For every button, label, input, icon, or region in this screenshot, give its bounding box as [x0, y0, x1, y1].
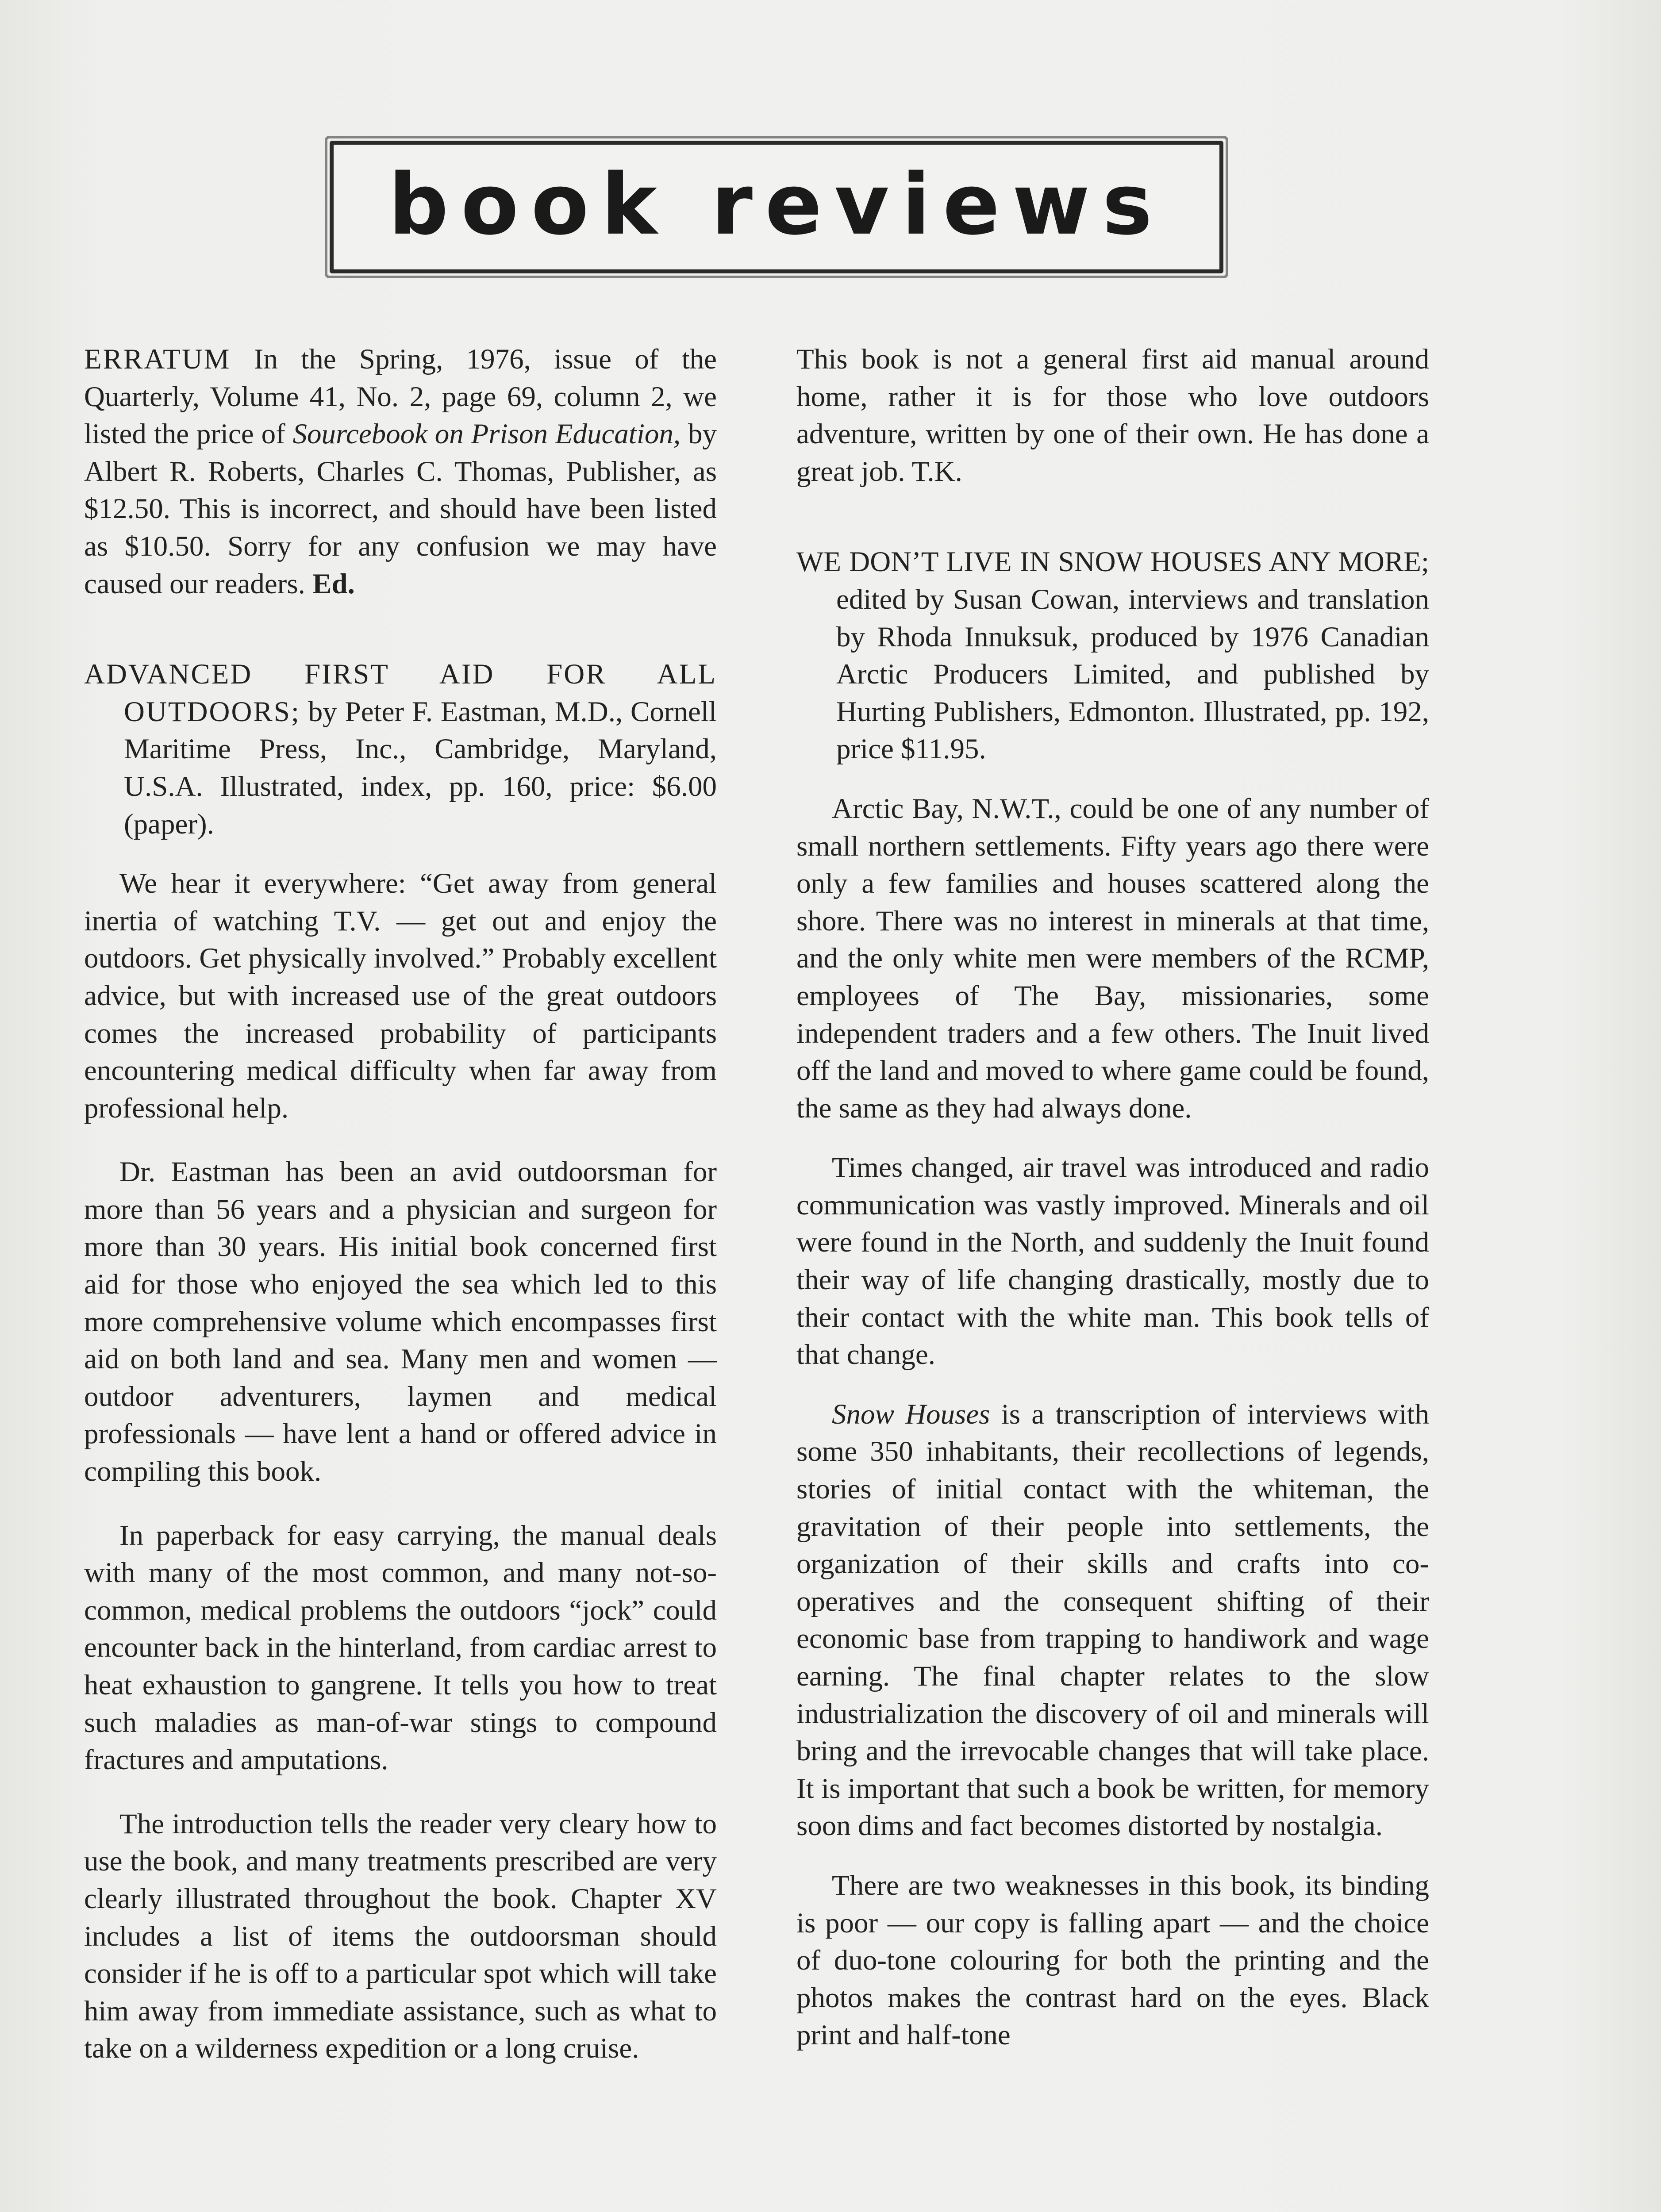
erratum-signoff: Ed. [312, 568, 355, 600]
first-aid-paragraph-1: We hear it everywhere: “Get away from general inertia of watching T.V. — get out and enjoy the outdoors. Get physically involved.” Probably excellent advice, but with increased use of the great outdoors comes the increased probability of participants encountering medical difficulty when far away from professional help. [84, 868, 717, 1124]
section-title-box [330, 141, 1223, 273]
first-aid-paragraph-4: The introduction tells the reader very cleary how to use the book, and many treatments prescribed are very clearly illustrated throughout the book. Chapter XV includes a list of items the outdoorsman should consider if he is off to a particular spot which will take him away from immediate assistance, such as what to take on a wilderness expedition or a long cruise. [84, 1808, 717, 2065]
review-title-snow-houses: WE DON’T LIVE IN SNOW HOUSES ANY MORE; [796, 546, 1429, 578]
section-title: book reviews [388, 156, 1165, 253]
review-details-snow-houses: edited by Susan Cowan, interviews and translation by Rhoda Innuksuk, produced by 1976 Canadian Arctic Producers Limited, and published by Hurting Publishers, Edmonton. Illustrated, pp. 192, price $11.95. [836, 583, 1429, 765]
first-aid-conclusion [796, 341, 1429, 490]
snow-houses-italic-title: Snow Houses [832, 1398, 990, 1430]
review-details-first-aid: by Peter F. Eastman, M.D., Cornell Maritime Press, Inc., Cambridge, Maryland, U.S.A. Illustrated, index, pp. 160, price: $6.00 (paper). [124, 695, 717, 840]
snow-houses-paragraph-3 [796, 1396, 1429, 1845]
erratum-text-1: In the Spring, 1976, issue of the Quarterly, Volume 41, No. 2, page 69, column 2, we listed the price of [84, 343, 717, 450]
review-heading-snow-houses [796, 543, 1429, 768]
snow-houses-paragraph-4: There are two weaknesses in this book, its binding is poor — our copy is falling apart — and the choice of duo-tone colouring for both the printing and the photos makes the contrast hard on the eyes. Black print and half-tone [796, 1869, 1429, 2051]
first-aid-conclusion-text: This book is not a general first aid manual around home, rather it is for those who love outdoors adventure, written by one of their own. He has done a great job. [796, 343, 1429, 488]
snow-houses-paragraph-1: Arctic Bay, N.W.T., could be one of any number of small northern settlements. Fifty years ago there were only a few families and houses scattered along the shore. There was no interest in minerals at that time, and the only white men were members of the RCMP, employees of The Bay, missionaries, some independent traders and a few others. The Inuit lived off the land and moved to where game could be found, the same as they had always done. [796, 792, 1429, 1124]
snow-houses-paragraph-2: Times changed, air travel was introduced and radio communication was vastly improved. Minerals and oil were found in the North, and suddenly the Inuit found their way of life changing drastically, mostly due to their contact with the white man. This book tells of that change. [796, 1152, 1429, 1371]
erratum-lead: ERRATUM [84, 343, 231, 375]
left-column [84, 341, 717, 2067]
review-heading-first-aid [84, 656, 717, 843]
first-aid-paragraph-3: In paperback for easy carrying, the manual deals with many of the most common, and many not-so-common, medical problems the outdoors “jock” could encounter back in the hinterland, from cardiac arrest to heat exhaustion to gangrene. It tells you how to treat such maladies as man-of-war stings to compound fractures and amputations. [84, 1519, 717, 1776]
right-column [796, 341, 1429, 2054]
snow-houses-paragraph-3-text: is a transcription of interviews with some 350 inhabitants, their recollections of legends, stories of initial contact with the whiteman, the gravitation of their people into settlements, the organization of their skills and crafts into co-operatives and the consequent shifting of their economic base from trapping to handiwork and wage earning. The final chapter relates to the slow industrialization the discovery of oil and minerals will bring and the irrevocable changes that will take place. It is important that such a book be written, for memory soon dims and fact becomes distorted by nostalgia. [796, 1398, 1429, 1842]
first-aid-reviewer-initials: T.K. [911, 455, 962, 488]
first-aid-paragraph-2: Dr. Eastman has been an avid outdoorsman for more than 56 years and a physician and surgeon for more than 30 years. His initial book concerned first aid for those who enjoyed the sea which led to this more comprehensive volume which encompasses first aid on both land and sea. Many men and women — outdoor adventurers, laymen and medical professionals — have lent a hand or offered advice in compiling this book. [84, 1156, 717, 1488]
review-title-first-aid: ADVANCED FIRST AID FOR ALL OUTDOORS; [84, 658, 717, 728]
erratum-book-title: Sourcebook on Prison Education, [292, 418, 681, 450]
erratum-paragraph [84, 341, 717, 603]
erratum-text-2: by Albert R. Roberts, Charles C. Thomas, Publisher, as $12.50. This is incorrect, and should have been listed as $10.50. Sorry for any confusion we may have caused our readers. [84, 418, 717, 600]
